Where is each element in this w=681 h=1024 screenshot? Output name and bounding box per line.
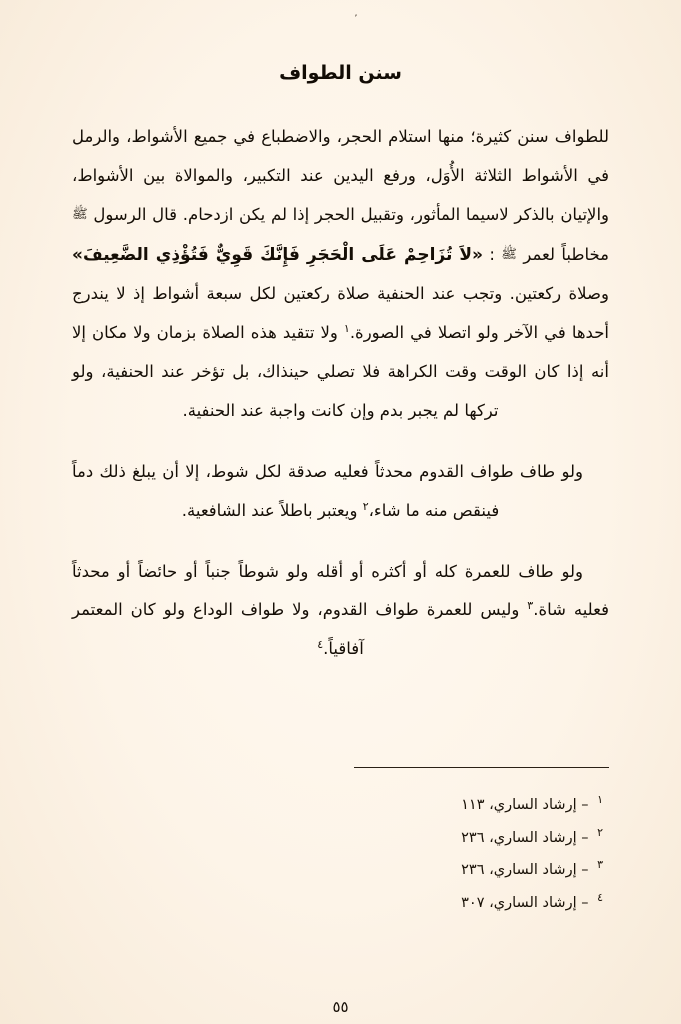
footnote-marker: ٢	[597, 825, 603, 839]
footnotes-area	[72, 727, 609, 918]
paragraph-3	[72, 553, 609, 670]
footnote-text: – إرشاد الساري، ٢٣٦	[461, 829, 589, 846]
footnote-reference: ١	[343, 321, 350, 335]
footnote-list	[72, 776, 609, 918]
text-run: ولو طاف للعمرة كله أو أكثره أو أقله ولو شوطاً جنباً أو حائضاً أو محدثاً فعليه شاة.	[72, 561, 609, 620]
text-run: مخاطباً لعمر	[517, 244, 609, 264]
text-run: :	[483, 244, 502, 264]
paragraph-2	[72, 453, 609, 531]
footnote-reference: ٢	[362, 499, 369, 513]
page-title: سنن الطواف	[279, 62, 402, 84]
footnote-item	[72, 853, 603, 885]
text-run: وصلاة ركعتين. وتجب عند الحنفية صلاة ركعتين لكل سبعة أشواط إذ لا يندرج أحدها في الآخر ولو اتصلا في الصورة.	[72, 283, 609, 342]
text-run: للطواف سنن كثيرة؛ منها استلام الحجر، والاضطباع في جميع الأشواط، والرمل في الأشواط الثلاثة الأُوَل، ورفع اليدين عند التكبير، والموالاة بين الأشواط، والإتيان بالذكر لاسيما المأثور، وتقبيل الحجر إذا لم يكن ازدحام. قال الرسول	[72, 127, 609, 224]
honorific-symbol: ﷺ	[501, 246, 517, 262]
honorific-symbol: ﷺ	[72, 206, 88, 222]
text-run: وليس للعمرة طواف القدوم، ولا طواف الوداع ولو كان المعتمر آفاقياً.	[72, 600, 528, 659]
text-run: ويعتبر باطلاً عند الشافعية.	[181, 500, 363, 520]
footnote-text: – إرشاد الساري، ١١٣	[461, 797, 589, 814]
body-text	[72, 118, 609, 669]
page-number: ٥٥	[332, 998, 349, 1016]
footnote-marker: ٣	[597, 858, 603, 872]
text-run: ولا تتقيد هذه الصلاة بزمان ولا مكان إلا أنه إذا كان الوقت وقت الكراهة فلا تصلي حينذاك، بل تؤخر عند الحنفية، ولو تركها لم يجبر بدم وإن كانت واجبة عند الحنفية.	[72, 322, 609, 420]
text-run: ولو طاف طواف القدوم محدثاً فعليه صدقة لكل شوط، إلا أن يبلغ ذلك دماً فينقص منه ما شاء،	[72, 461, 583, 520]
footnote-text: – إرشاد الساري، ٢٣٦	[461, 862, 589, 879]
footnote-item	[72, 821, 603, 853]
footnote-marker: ٤	[597, 890, 603, 904]
footnote-marker: ١	[597, 793, 603, 807]
footnote-text: – إرشاد الساري، ٣٠٧	[461, 894, 589, 911]
footnote-reference: ٤	[317, 638, 324, 652]
footnote-reference: ٣	[527, 599, 534, 613]
footnote-separator	[354, 767, 609, 768]
stray-ink-mark: ʼ	[354, 14, 358, 24]
footnote-item	[72, 886, 603, 918]
hadith-quote: «لاَ تُزَاحِمْ عَلَى الْحَجَرِ فَإِنَّكَ قَوِيٌّ فَتُؤْذِي الضَّعِيفَ»	[72, 244, 484, 265]
page-content	[72, 62, 609, 984]
footnote-item	[72, 788, 603, 820]
paragraph-1	[72, 118, 609, 431]
